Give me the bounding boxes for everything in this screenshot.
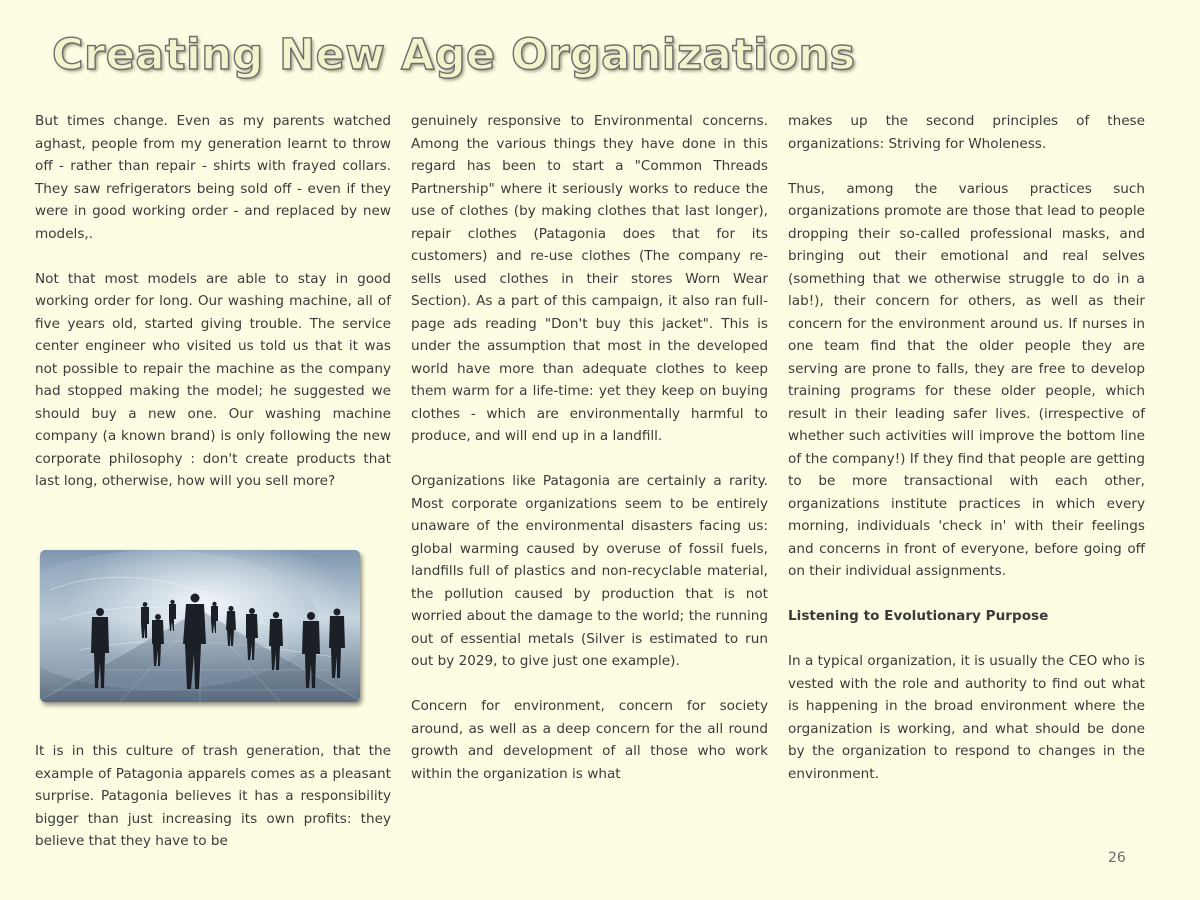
paragraph: In a typical organization, it is usually the CEO who is vested with the role and authority to find out what is happening in the broad environment where the organization is working, and what should be done by the organization to respond to changes in the environment.: [788, 653, 1145, 782]
business-people-photo: [40, 550, 360, 702]
paragraph: Thus, among the various practices such organizations promote are those that lead to people dropping their so-called professional masks, and bringing out their emotional and real selves (something that we otherwise struggle to do in a lab!), their concern for others, as well as their concern for the environment around us. If nurses in one team find that the older people they are serving are prone to falls, they are free to develop training programs for these older people, which result in their leading safer lives. (irrespective of whether such activities will improve the bottom line of the company!) If they find that people are getting to be more transactional with each other, organizations institute practices in which every morning, individuals 'check in' with their feelings and concerns in front of everyone, before going off on their individual assignments.: [788, 180, 1146, 579]
column-1-continued: [35, 740, 391, 853]
section-heading: Listening to Evolutionary Purpose: [788, 608, 1049, 624]
page-number: 26: [1108, 850, 1126, 866]
paragraph: makes up the second principles of these organizations: Striving for Wholeness.: [788, 113, 1145, 152]
paragraph: But times change. Even as my parents watched aghast, people from my generation learnt to throw off - rather than repair - shirts with frayed collars. They saw refrigerators being sold off - even if they were in good working order - and replaced by new models,.: [35, 113, 391, 242]
paragraph: genuinely responsive to Environmental concerns. Among the various things they have done in this regard has been to start a "Common Threads Partnership" where it seriously works to reduce the use of clothes (by making clothes that last longer), repair clothes (Patagonia does that for its customers) and re-use clothes (The company re-sells used clothes in their stores Worn Wear Section). As a part of this campaign, it also ran full-page ads reading "Don't buy this jacket". This is under the assumption that most in the developed world have more than adequate clothes to keep them warm for a life-time: yet they keep on buying clothes - which are environmentally harmful to produce, and will end up in a landfill.: [411, 113, 768, 444]
paragraph: Not that most models are able to stay in good working order for long. Our washing machine, all of five years old, started giving trouble. The service center engineer who visited us told us that it was not possible to repair the machine as the company had stopped making the model; he suggested we should buy a new one. Our washing machine company (a known brand) is only following the new corporate philosophy : don't create products that last long, otherwise, how will you sell more?: [35, 270, 391, 489]
page-title: Creating New Age Organizations: [52, 30, 856, 80]
column-1: [35, 110, 391, 515]
paragraph: It is in this culture of trash generation, that the example of Patagonia apparels comes as a pleasant surprise. Patagonia believes it has a responsibility bigger than just increasing its own profits: they believe that they have to be: [35, 743, 391, 849]
column-3: [788, 110, 1145, 808]
paragraph: Concern for environment, concern for society around, as well as a deep concern for the all round growth and development of all those who work within the organization is what: [411, 698, 768, 782]
paragraph: Organizations like Patagonia are certainly a rarity. Most corporate organizations seem to be entirely unaware of the environmental disasters facing us: global warming caused by overuse of fossil fuels, landfills full of plastics and non-recyclable material, the pollution caused by production that is not worried about the damage to the world; the running out of essential metals (Silver is estimated to run out by 2029, to give just one example).: [411, 473, 768, 669]
column-2: [411, 110, 768, 808]
